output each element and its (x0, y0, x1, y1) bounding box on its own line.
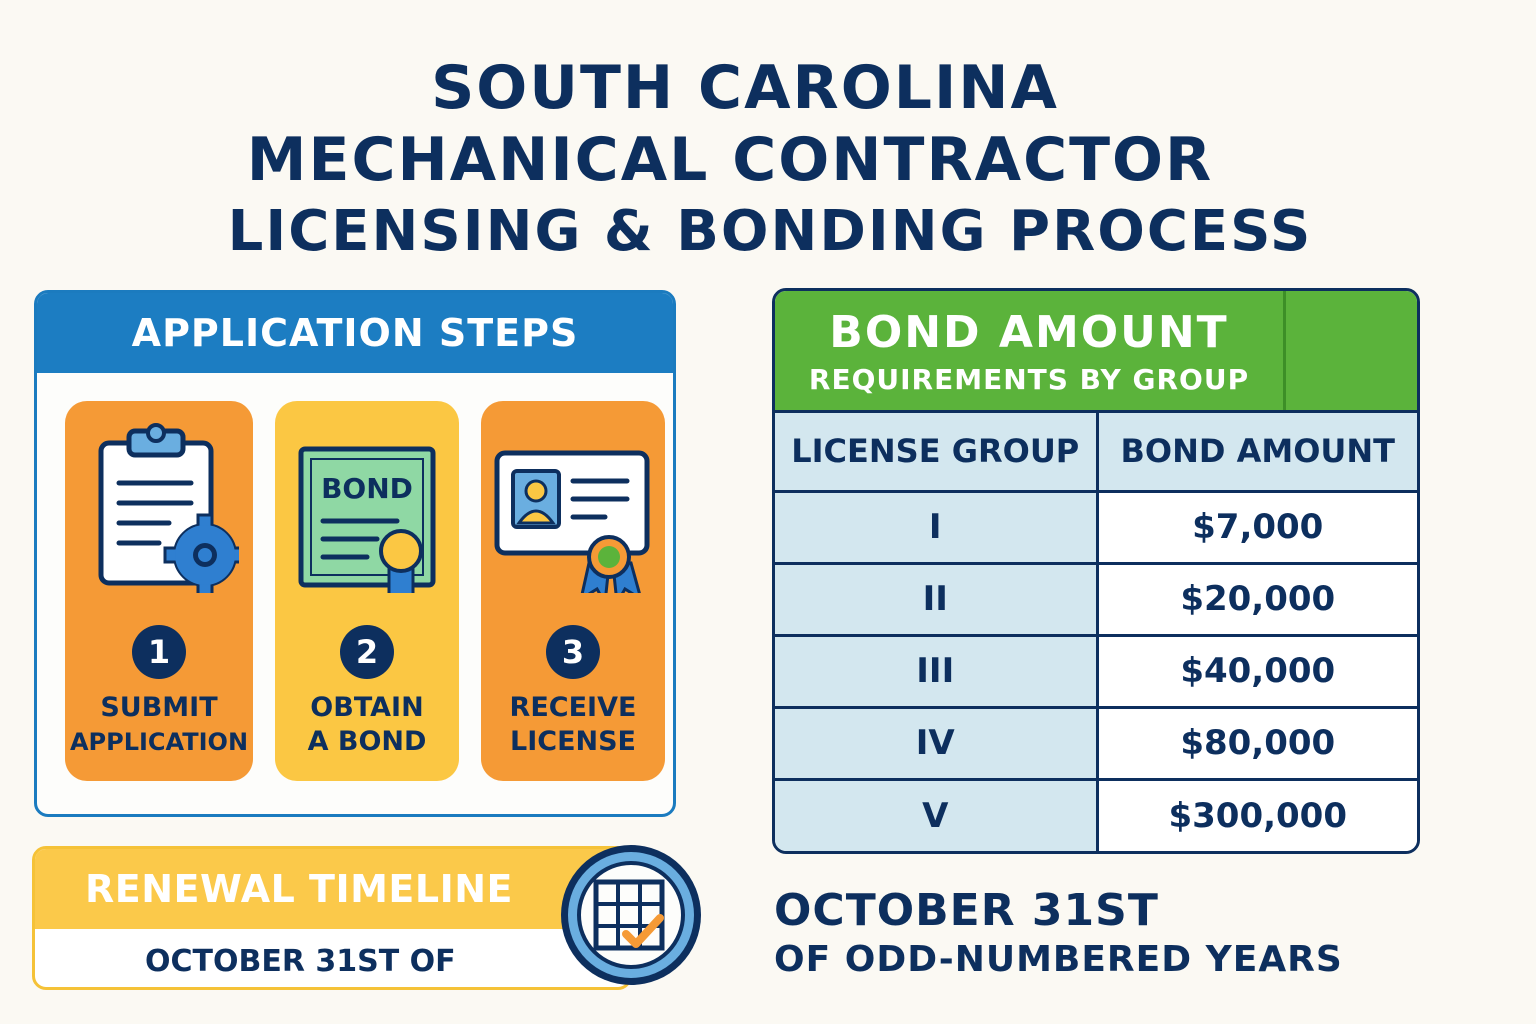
table-row (775, 779, 1417, 851)
calendar-check-icon (556, 840, 706, 990)
table-row (775, 563, 1417, 635)
bond-certificate-icon (287, 423, 447, 593)
step-number-2: 2 (340, 625, 394, 679)
step-card-obtain-bond (275, 401, 459, 781)
license-group-cell: II (775, 563, 1097, 635)
bond-amount-table (775, 413, 1417, 851)
title-line-2: MECHANICAL CONTRACTOR (246, 125, 1214, 195)
table-row (775, 491, 1417, 563)
renewal-date-callout (774, 884, 1343, 982)
step-3-line-2: LICENSE (510, 726, 636, 757)
header-divider (1283, 291, 1286, 410)
bond-amount-title: BOND AMOUNT (829, 307, 1229, 358)
bond-icon-text: BOND (321, 472, 413, 505)
bond-amount-cell: $7,000 (1097, 491, 1417, 563)
bond-amount-subtitle: REQUIREMENTS BY GROUP (808, 363, 1250, 396)
step-number-3: 3 (546, 625, 600, 679)
step-1-line-2: APPLICATION (69, 728, 249, 756)
step-2-line-2: A BOND (307, 726, 427, 757)
title-line-1: SOUTH CAROLINA (431, 53, 1059, 123)
license-group-cell: III (775, 635, 1097, 707)
table-header-row (775, 413, 1417, 491)
renewal-date-line-1: OCTOBER 31ST (774, 885, 1159, 936)
step-3-line-1: RECEIVE (509, 692, 637, 723)
renewal-timeline-text: OCTOBER 31ST OF (145, 943, 456, 979)
step-card-receive-license (481, 401, 665, 781)
application-steps-header: APPLICATION STEPS (37, 293, 673, 373)
column-header-bond-amount: BOND AMOUNT (1097, 413, 1417, 491)
license-card-icon (493, 423, 653, 593)
application-steps-panel (34, 290, 676, 817)
renewal-timeline-title: RENEWAL TIMELINE (35, 849, 629, 929)
license-group-cell: V (775, 779, 1097, 851)
bond-amount-cell: $80,000 (1097, 707, 1417, 779)
step-label-receive-license (483, 691, 663, 759)
table-row (775, 707, 1417, 779)
step-card-submit-application (65, 401, 253, 781)
page-title (0, 52, 1460, 268)
title-line-3: LICENSING & BONDING PROCESS (227, 199, 1313, 264)
license-group-cell: I (775, 491, 1097, 563)
renewal-date-line-2: OF ODD-NUMBERED YEARS (774, 939, 1343, 980)
step-number-1: 1 (132, 625, 186, 679)
bond-amount-cell: $300,000 (1097, 779, 1417, 851)
clipboard-gear-icon (79, 423, 239, 593)
table-row (775, 635, 1417, 707)
bond-amount-header (775, 291, 1417, 413)
column-header-license-group: LICENSE GROUP (775, 413, 1097, 491)
bond-amount-cell: $40,000 (1097, 635, 1417, 707)
step-label-obtain-bond (277, 691, 457, 759)
step-1-line-1: SUBMIT (100, 692, 218, 723)
license-group-cell: IV (775, 707, 1097, 779)
step-2-line-1: OBTAIN (310, 692, 424, 723)
step-label-submit-application (69, 691, 249, 759)
bond-amount-panel (772, 288, 1420, 854)
bond-amount-cell: $20,000 (1097, 563, 1417, 635)
renewal-timeline-panel (32, 846, 632, 990)
